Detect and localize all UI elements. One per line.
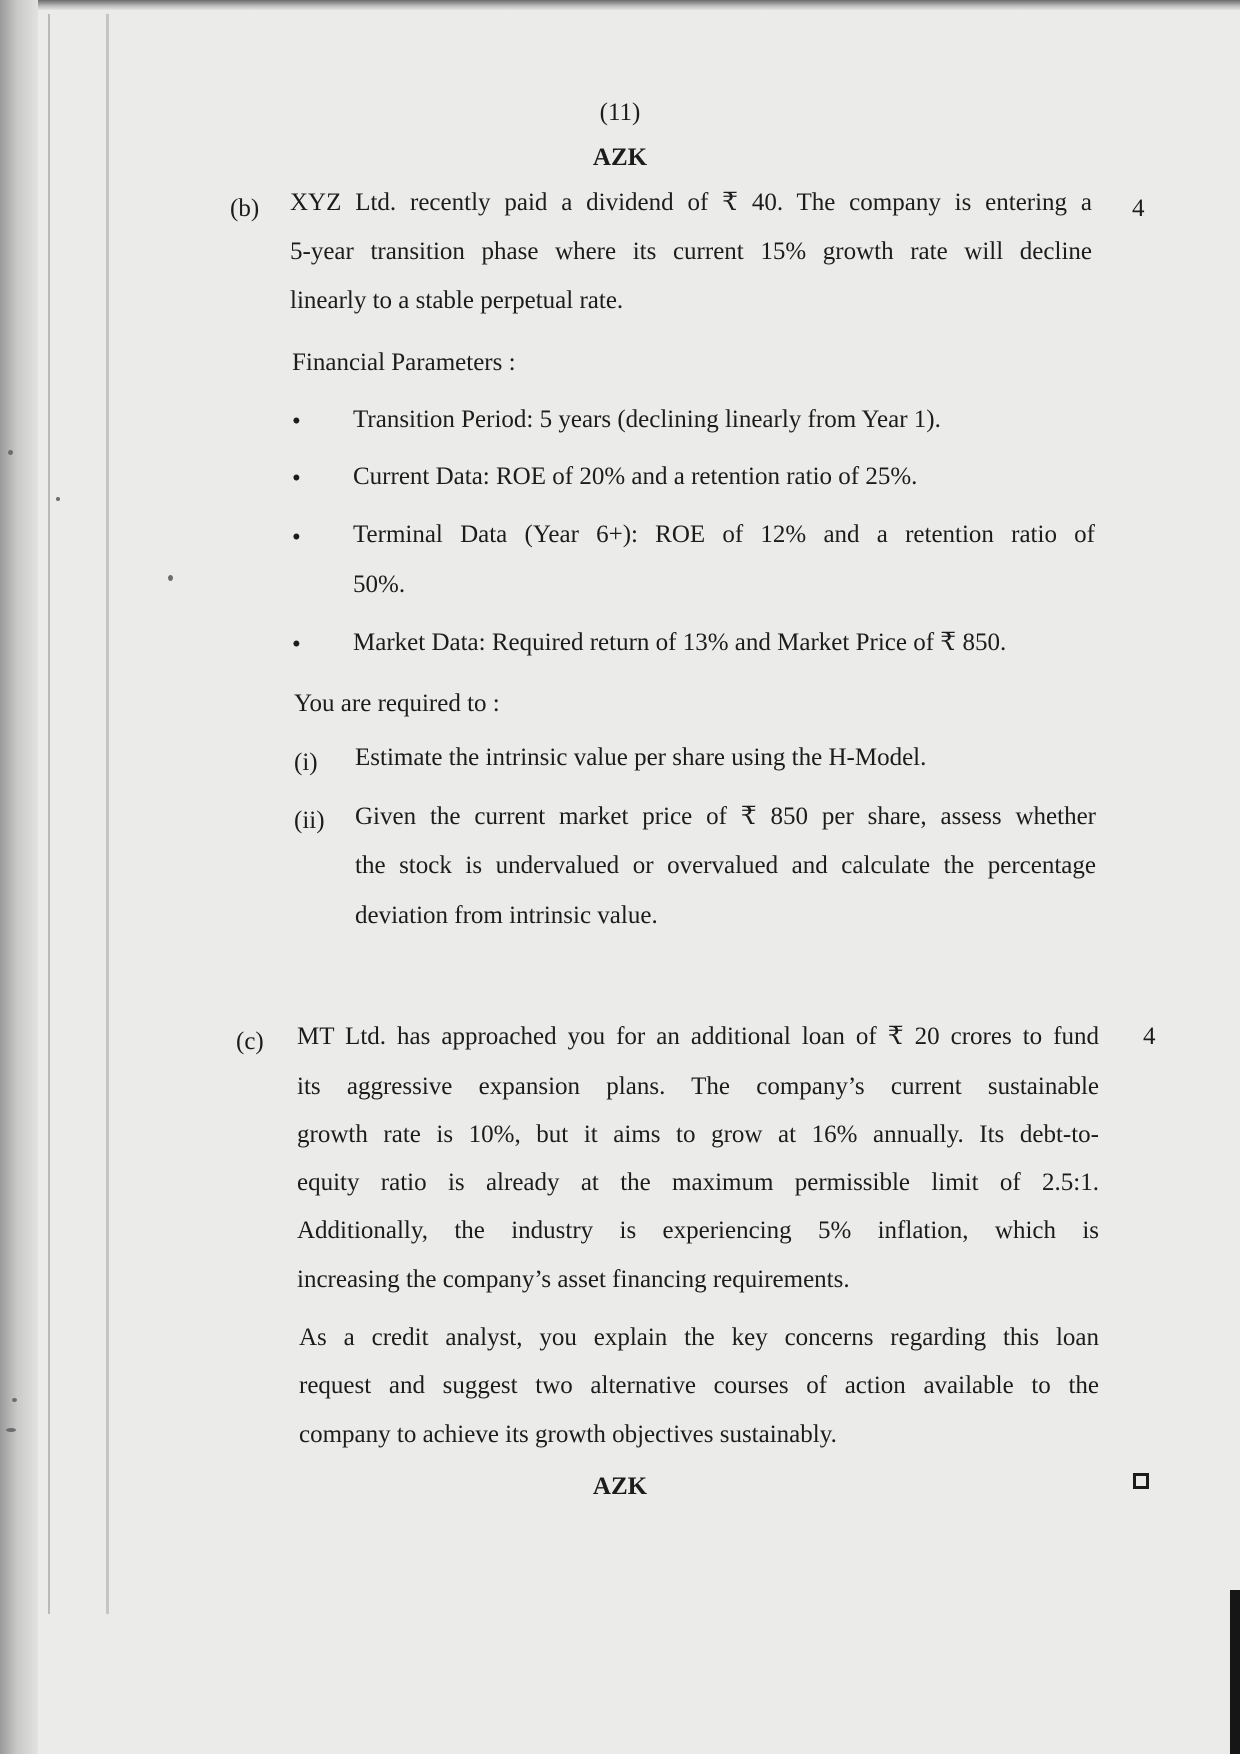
scan-top-edge — [0, 0, 1240, 10]
question-c-line: request and suggest two alternative courses of action available to the — [299, 1372, 1099, 1399]
scan-speck — [8, 450, 13, 455]
question-c-line: its aggressive expansion plans. The company’s current sustainable — [297, 1073, 1099, 1100]
header-code: AZK — [592, 144, 648, 171]
bullet: • — [292, 465, 301, 492]
question-c-line: increasing the company’s asset financing requirements. — [297, 1266, 850, 1293]
question-c-marks: 4 — [1143, 1023, 1156, 1050]
financial-parameters-heading: Financial Parameters : — [292, 349, 516, 376]
question-c-line: As a credit analyst, you explain the key concerns regarding this loan — [299, 1324, 1099, 1351]
scan-right-bar — [1230, 1590, 1240, 1754]
subpart-label: (i) — [294, 749, 318, 776]
page-number: (11) — [599, 99, 641, 126]
bullet: • — [292, 631, 301, 658]
param-line: Transition Period: 5 years (declining linearly from Year 1). — [353, 406, 941, 433]
question-c-line: company to achieve its growth objectives sustainably. — [299, 1421, 837, 1448]
end-mark-icon — [1133, 1473, 1149, 1489]
question-c-line: equity ratio is already at the maximum permissible limit of 2.5:1. — [297, 1169, 1099, 1196]
required-heading: You are required to : — [294, 690, 500, 717]
question-c-line: Additionally, the industry is experiencing 5% inflation, which is — [297, 1217, 1099, 1244]
param-line: Current Data: ROE of 20% and a retention ratio of 25%. — [353, 463, 918, 490]
subpart-line: Given the current market price of ₹ 850 per share, assess whether — [355, 803, 1096, 830]
footer-code: AZK — [592, 1473, 648, 1500]
question-c-label: (c) — [236, 1028, 264, 1055]
scan-speck — [168, 575, 173, 581]
scan-speck — [56, 497, 60, 501]
param-line: 50%. — [353, 571, 406, 598]
scan-speck — [12, 1398, 17, 1402]
scan-speck — [6, 1428, 16, 1432]
question-c-line: growth rate is 10%, but it aims to grow at 16% annually. Its debt-to- — [297, 1121, 1099, 1148]
question-b-intro-line: XYZ Ltd. recently paid a dividend of ₹ 40. The company is entering a — [290, 189, 1092, 216]
question-b-label: (b) — [230, 195, 260, 222]
margin-rule — [106, 14, 109, 1614]
subpart-line: the stock is undervalued or overvalued and calculate the percentage — [355, 852, 1096, 879]
param-line: Terminal Data (Year 6+): ROE of 12% and a retention ratio of — [353, 521, 1095, 548]
subpart-label: (ii) — [294, 807, 325, 834]
subpart-line: deviation from intrinsic value. — [355, 902, 658, 929]
bullet: • — [292, 524, 301, 551]
question-b-intro-line: linearly to a stable perpetual rate. — [290, 287, 624, 314]
bullet: • — [292, 408, 301, 435]
param-line: Market Data: Required return of 13% and Market Price of ₹ 850. — [353, 629, 1007, 656]
question-c-line: MT Ltd. has approached you for an additional loan of ₹ 20 crores to fund — [297, 1023, 1099, 1050]
question-b-marks: 4 — [1132, 195, 1145, 222]
margin-rule — [48, 14, 50, 1614]
subpart-line: Estimate the intrinsic value per share using the H-Model. — [355, 744, 927, 771]
question-b-intro-line: 5-year transition phase where its current 15% growth rate will decline — [290, 238, 1092, 265]
